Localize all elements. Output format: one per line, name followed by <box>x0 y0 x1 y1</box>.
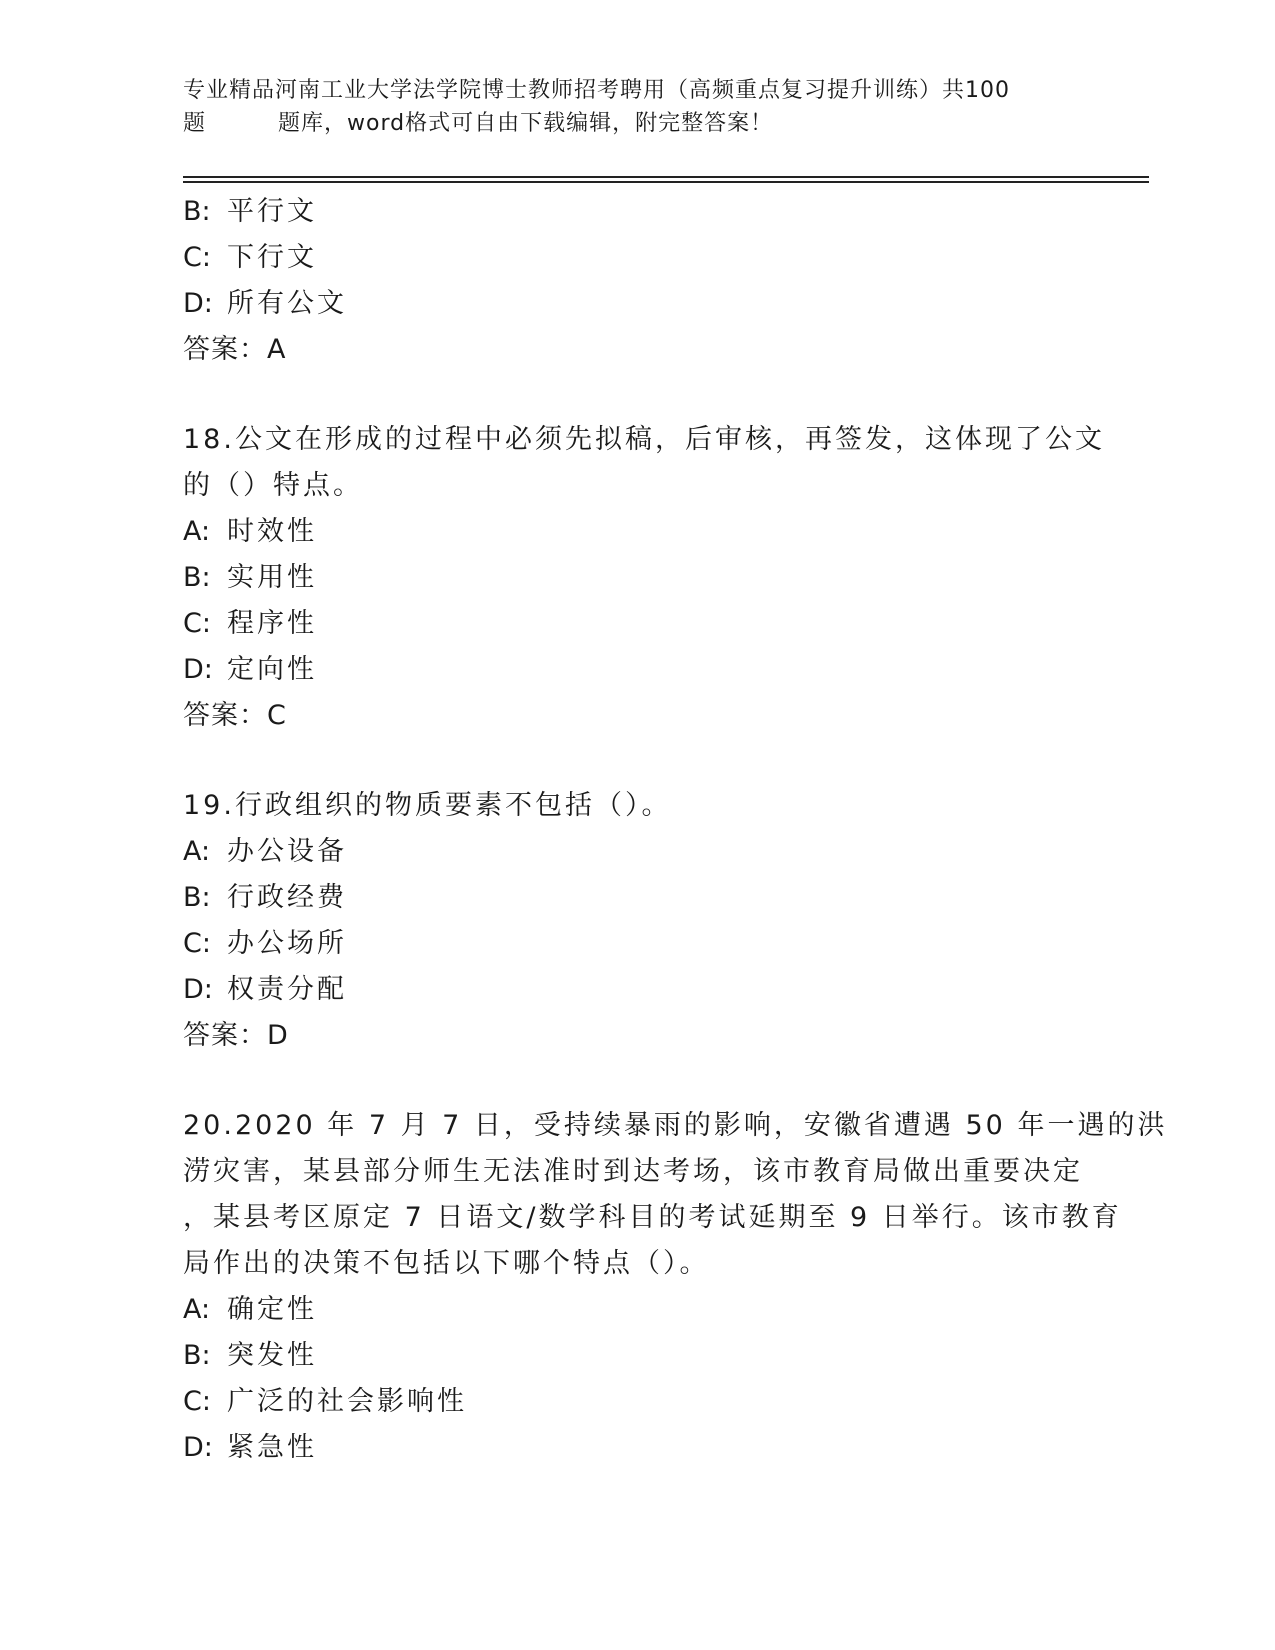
option-d: D: 所有公文 <box>183 288 347 319</box>
option-c: C: 广泛的社会影响性 <box>183 1386 467 1417</box>
question-stem-line: 20.2020 年 7 月 7 日，受持续暴雨的影响，安徽省遭遇 50 年一遇的洪 <box>183 1110 1168 1141</box>
header-line-2-prefix: 题 <box>183 111 207 136</box>
document-header <box>183 74 1083 140</box>
option-a: A: 确定性 <box>183 1294 317 1325</box>
option-a: A: 办公设备 <box>183 836 347 867</box>
option-b: B: 行政经费 <box>183 882 347 913</box>
answer: 答案：C <box>183 700 287 731</box>
question-stem-line: 18.公文在形成的过程中必须先拟稿，后审核，再签发，这体现了公文 <box>183 424 1105 455</box>
question-content <box>183 189 1168 1471</box>
header-divider-bottom <box>183 181 1149 183</box>
option-c: C: 办公场所 <box>183 928 347 959</box>
option-a: A: 时效性 <box>183 516 317 547</box>
option-c: C: 下行文 <box>183 242 317 273</box>
option-b: B: 突发性 <box>183 1340 317 1371</box>
answer: 答案：D <box>183 1020 289 1051</box>
question-stem-line: 19.行政组织的物质要素不包括（）。 <box>183 790 672 821</box>
question-stem-line: 涝灾害，某县部分师生无法准时到达考场，该市教育局做出重要决定 <box>183 1156 1083 1187</box>
option-b: B: 实用性 <box>183 562 317 593</box>
question-20 <box>183 1103 1168 1471</box>
header-line-2 <box>183 107 1083 140</box>
question-stem-line: 的（）特点。 <box>183 470 363 501</box>
answer: 答案：A <box>183 334 287 365</box>
option-d: D: 权责分配 <box>183 974 347 1005</box>
option-b: B: 平行文 <box>183 196 317 227</box>
question-17-continued <box>183 189 1083 373</box>
header-line-2-text: 题库，word格式可自由下载编辑，附完整答案！ <box>278 111 774 136</box>
option-d: D: 定向性 <box>183 654 317 685</box>
question-19 <box>183 783 1083 1059</box>
option-c: C: 程序性 <box>183 608 317 639</box>
question-stem-line: ，某县考区原定 7 日语文/数学科目的考试延期至 9 日举行。该市教育 <box>183 1202 1122 1233</box>
header-divider-top <box>183 176 1149 178</box>
option-d: D: 紧急性 <box>183 1432 317 1463</box>
question-18 <box>183 417 1105 739</box>
header-line-1: 专业精品河南工业大学法学院博士教师招考聘用（高频重点复习提升训练）共100 <box>183 78 1010 103</box>
question-stem-line: 局作出的决策不包括以下哪个特点（）。 <box>183 1248 710 1279</box>
